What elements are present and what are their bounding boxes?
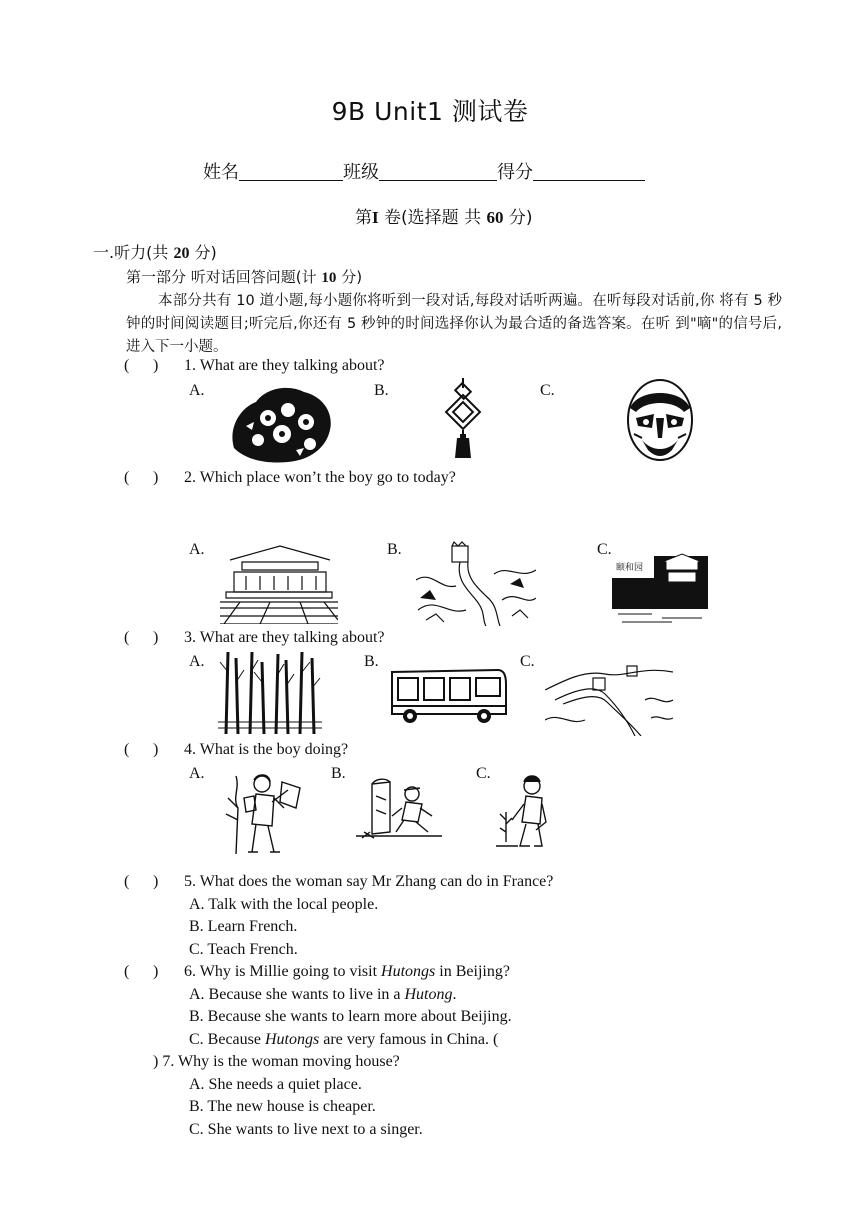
- boy-planting-tree-image: [496, 772, 554, 854]
- student-info: [203, 158, 645, 184]
- option-letter: C.: [540, 382, 555, 399]
- option-b: B. Because she wants to learn more about Beijing.: [189, 1008, 512, 1025]
- class-blank: [379, 162, 497, 181]
- part-heading: 第一部分 听对话回答问题(计 10 分): [126, 268, 363, 286]
- option-a: A. She needs a quiet place.: [189, 1076, 362, 1093]
- boy-with-map-image: [222, 768, 306, 854]
- paper-cut-image: [226, 378, 338, 466]
- option-letter: B.: [331, 765, 346, 782]
- answer-paren-open: (: [124, 873, 130, 890]
- instructions: 本部分共有 10 道小题,每小题你将听到一段对话,每段对话听两遍。在听每段对话前,你 将有 5 秒钟的时间阅读题目;听完后,你还有 5 秒钟的时间选择你认为最合适的备选答案。在听 到"嘀"的信号后,进入下一小题。: [126, 293, 782, 355]
- tiananmen-image: [220, 540, 338, 624]
- answer-paren-open: (: [124, 741, 130, 758]
- chinese-knot-image: [444, 378, 482, 460]
- question-4: 4. What is the boy doing?: [184, 741, 349, 758]
- option-c: C. Teach French.: [189, 941, 298, 958]
- page-title: 9B Unit1 测试卷: [331, 97, 529, 126]
- option-letter: A.: [189, 382, 205, 399]
- question-2: 2. Which place won’t the boy go to today?: [184, 469, 456, 486]
- section-heading: 一.听力(共 20 分): [93, 243, 217, 262]
- option-letter: A.: [189, 653, 205, 670]
- option-a: A. Because she wants to live in a Hutong.: [189, 986, 457, 1003]
- option-c: C. Because Hutongs are very famous in China. (: [189, 1031, 499, 1048]
- option-b: B. Learn French.: [189, 918, 298, 935]
- bus-image: [388, 666, 508, 726]
- answer-paren-close: ): [153, 469, 159, 486]
- forest-image: [218, 652, 322, 734]
- question-6: 6. Why is Millie going to visit Hutongs in Beijing?: [184, 963, 510, 980]
- name-blank: [239, 162, 343, 181]
- class-label: 班级: [343, 162, 379, 183]
- option-letter: A.: [189, 541, 205, 558]
- question-7: ) 7. Why is the woman moving house?: [153, 1053, 400, 1070]
- option-letter: B.: [364, 653, 379, 670]
- option-c: C. She wants to live next to a singer.: [189, 1121, 423, 1138]
- answer-paren-open: (: [124, 963, 130, 980]
- option-letter: B.: [387, 541, 402, 558]
- summer-palace-sign: 颐和园: [616, 563, 644, 573]
- question-1: 1. What are they talking about?: [184, 357, 385, 374]
- score-label: 得分: [497, 162, 533, 183]
- great-wall-image-2: [545, 660, 673, 736]
- answer-paren-close: ): [153, 741, 159, 758]
- boy-with-tree-stump-image: [356, 776, 442, 840]
- question-3: 3. What are they talking about?: [184, 629, 385, 646]
- answer-paren-open: (: [124, 469, 130, 486]
- summer-palace-image: [612, 548, 708, 626]
- answer-paren-open: (: [124, 357, 130, 374]
- option-letter: C.: [597, 541, 612, 558]
- option-b: B. The new house is cheaper.: [189, 1098, 376, 1115]
- question-5: 5. What does the woman say Mr Zhang can do in France?: [184, 873, 554, 890]
- answer-paren-open: (: [124, 629, 130, 646]
- option-letter: C.: [520, 653, 535, 670]
- answer-paren-close: ): [153, 873, 159, 890]
- option-letter: A.: [189, 765, 205, 782]
- great-wall-image-1: [416, 540, 536, 626]
- option-letter: C.: [476, 765, 491, 782]
- answer-paren-close: ): [153, 963, 159, 980]
- option-a: A. Talk with the local people.: [189, 896, 379, 913]
- answer-paren-close: ): [153, 357, 159, 374]
- name-label: 姓名: [203, 162, 239, 183]
- opera-mask-image: [624, 378, 696, 464]
- option-letter: B.: [374, 382, 389, 399]
- score-blank: [533, 162, 645, 181]
- paper-heading: 第I 卷(选择题 共 60 分): [355, 208, 533, 228]
- answer-paren-close: ): [153, 629, 159, 646]
